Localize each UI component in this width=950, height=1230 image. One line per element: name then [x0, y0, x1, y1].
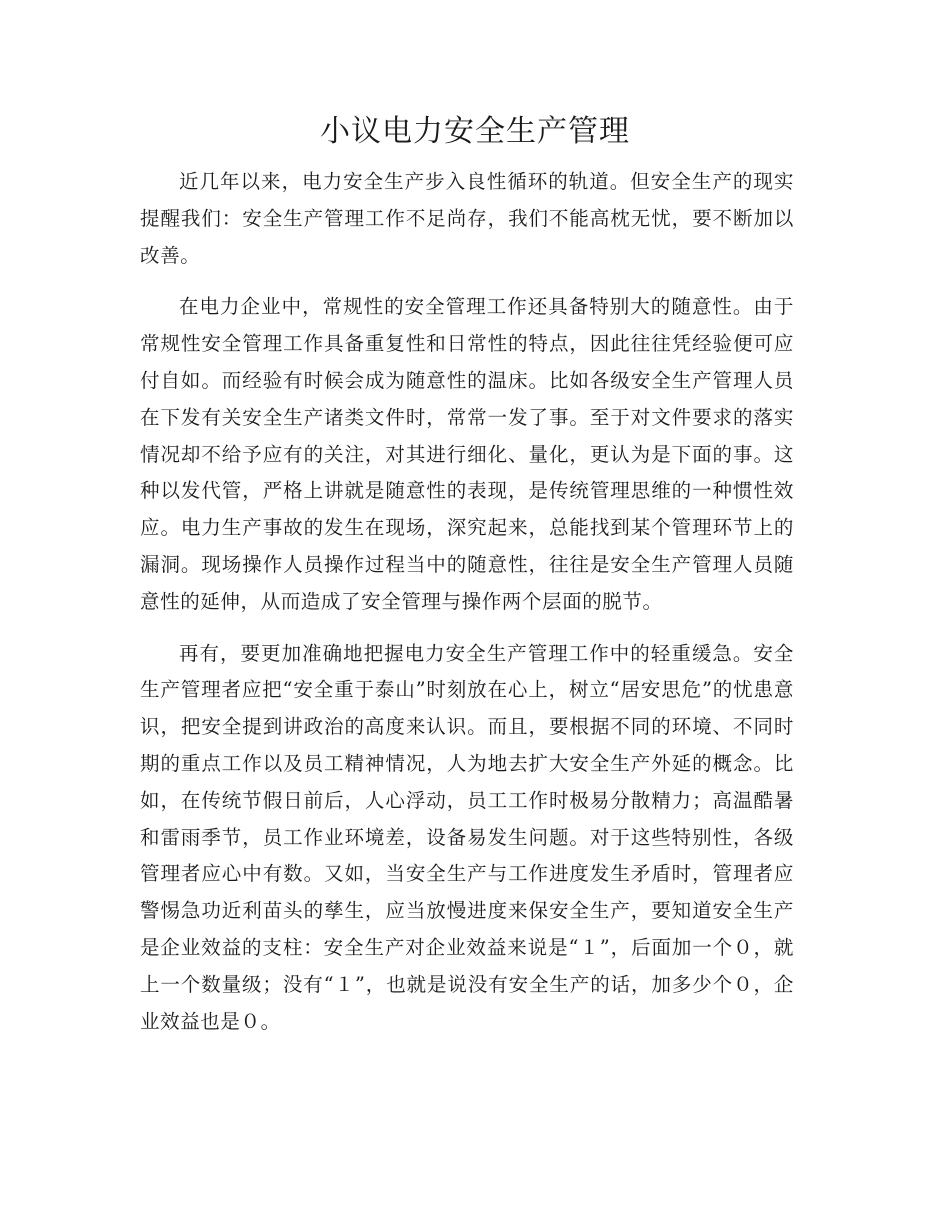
document-title: 小议电力安全生产管理 [320, 114, 630, 149]
document-body [140, 164, 794, 1055]
paragraph-3: 再有，要更加准确地把握电力安全生产管理工作中的轻重缓急。安全生产管理者应把“安全重于泰山”时刻放在心上，树立“居安思危”的忧患意识，把安全提到讲政治的高度来认识。而且，要根据不同的环境、不同时期的重点工作以及员工精神情况，人为地去扩大安全生产外延的概念。比如，在传统节假日前后，人心浮动，员工工作时极易分散精力；高温酷暑和雷雨季节，员工作业环境差，设备易发生问题。对于这些特别性，各级管理者应心中有数。又如，当安全生产与工作进度发生矛盾时，管理者应警惕急功近利苗头的孳生，应当放慢进度来保安全生产，要知道安全生产是企业效益的支柱：安全生产对企业效益来说是“１”，后面加一个０，就上一个数量级；没有“１”，也就是说没有安全生产的话，加多少个０，企业效益也是０。 [140, 641, 794, 1033]
paragraph-2: 在电力企业中，常规性的安全管理工作还具备特别大的随意性。由于常规性安全管理工作具备重复性和日常性的特点，因此往往凭经验便可应付自如。而经验有时候会成为随意性的温床。比如各级安全生产管理人员在下发有关安全生产诸类文件时，常常一发了事。至于对文件要求的落实情况却不给予应有的关注，对其进行细化、量化，更认为是下面的事。这种以发代管，严格上讲就是随意性的表现，是传统管理思维的一种惯性效应。电力生产事故的发生在现场，深究起来，总能找到某个管理环节上的漏洞。现场操作人员操作过程当中的随意性，往往是安全生产管理人员随意性的延伸，从而造成了安全管理与操作两个层面的脱节。 [140, 295, 794, 613]
paragraph-1: 近几年以来，电力安全生产步入良性循环的轨道。但安全生产的现实提醒我们：安全生产管理工作不足尚存，我们不能高枕无忧，要不断加以改善。 [140, 170, 794, 267]
